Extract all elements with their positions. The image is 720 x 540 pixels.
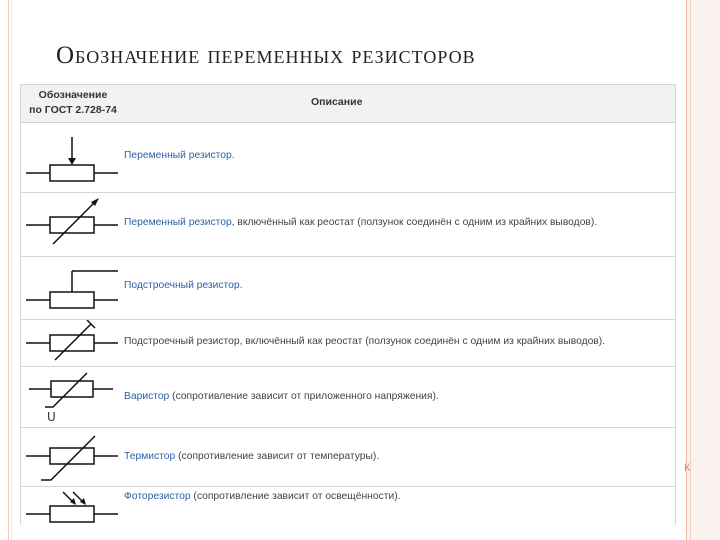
table-row <box>21 428 675 487</box>
variable-resistor-icon <box>21 123 121 192</box>
row-link[interactable]: Переменный резистор. <box>124 150 235 161</box>
side-mark: К <box>684 462 691 474</box>
row-description: Варистор (сопротивление зависит от приложенного напряжения). <box>124 391 439 402</box>
trimmer-rheostat-icon <box>21 320 121 366</box>
row-description <box>124 150 235 161</box>
slide-right-border <box>686 0 720 540</box>
row-link[interactable]: Термистор <box>124 451 176 462</box>
table-row <box>21 487 675 525</box>
slide-left-border-inner <box>11 0 12 540</box>
varistor-icon <box>21 367 121 427</box>
page-title: Обозначение переменных резисторов <box>56 42 476 69</box>
rheostat-icon <box>21 193 121 256</box>
row-description: Фоторезистор (сопротивление зависит от освещённости). <box>124 491 401 502</box>
resistor-table <box>20 84 676 525</box>
photoresistor-icon <box>21 487 121 525</box>
row-link[interactable]: Варистор <box>124 391 170 402</box>
table-row <box>21 257 675 320</box>
slide-left-border <box>8 0 9 540</box>
row-link[interactable]: Подстроечный резистор. <box>124 280 243 291</box>
header-symbol <box>25 88 121 118</box>
table-row <box>21 367 675 428</box>
header-description: Описание <box>311 96 363 108</box>
row-link[interactable]: Фоторезистор <box>124 491 191 502</box>
table-row <box>21 320 675 367</box>
table-row <box>21 123 675 193</box>
header-symbol-line2: по ГОСТ 2.728-74 <box>29 104 117 116</box>
header-symbol-line1: Обозначение <box>38 89 108 101</box>
row-description: Подстроечный резистор, включённый как реостат (ползунок соединён с одним из крайних выводов). <box>124 336 606 347</box>
row-description: Переменный резистор, включённый как реостат (ползунок соединён с одним из крайних выводов). <box>124 217 598 228</box>
row-link[interactable]: Переменный резистор <box>124 217 232 228</box>
row-description <box>124 280 242 291</box>
thermistor-icon <box>21 428 121 486</box>
varistor-label: U <box>47 410 56 424</box>
row-description: Термистор (сопротивление зависит от температуры). <box>124 451 380 462</box>
trimmer-resistor-icon <box>21 257 121 319</box>
table-header <box>21 84 675 123</box>
table-row <box>21 193 675 257</box>
